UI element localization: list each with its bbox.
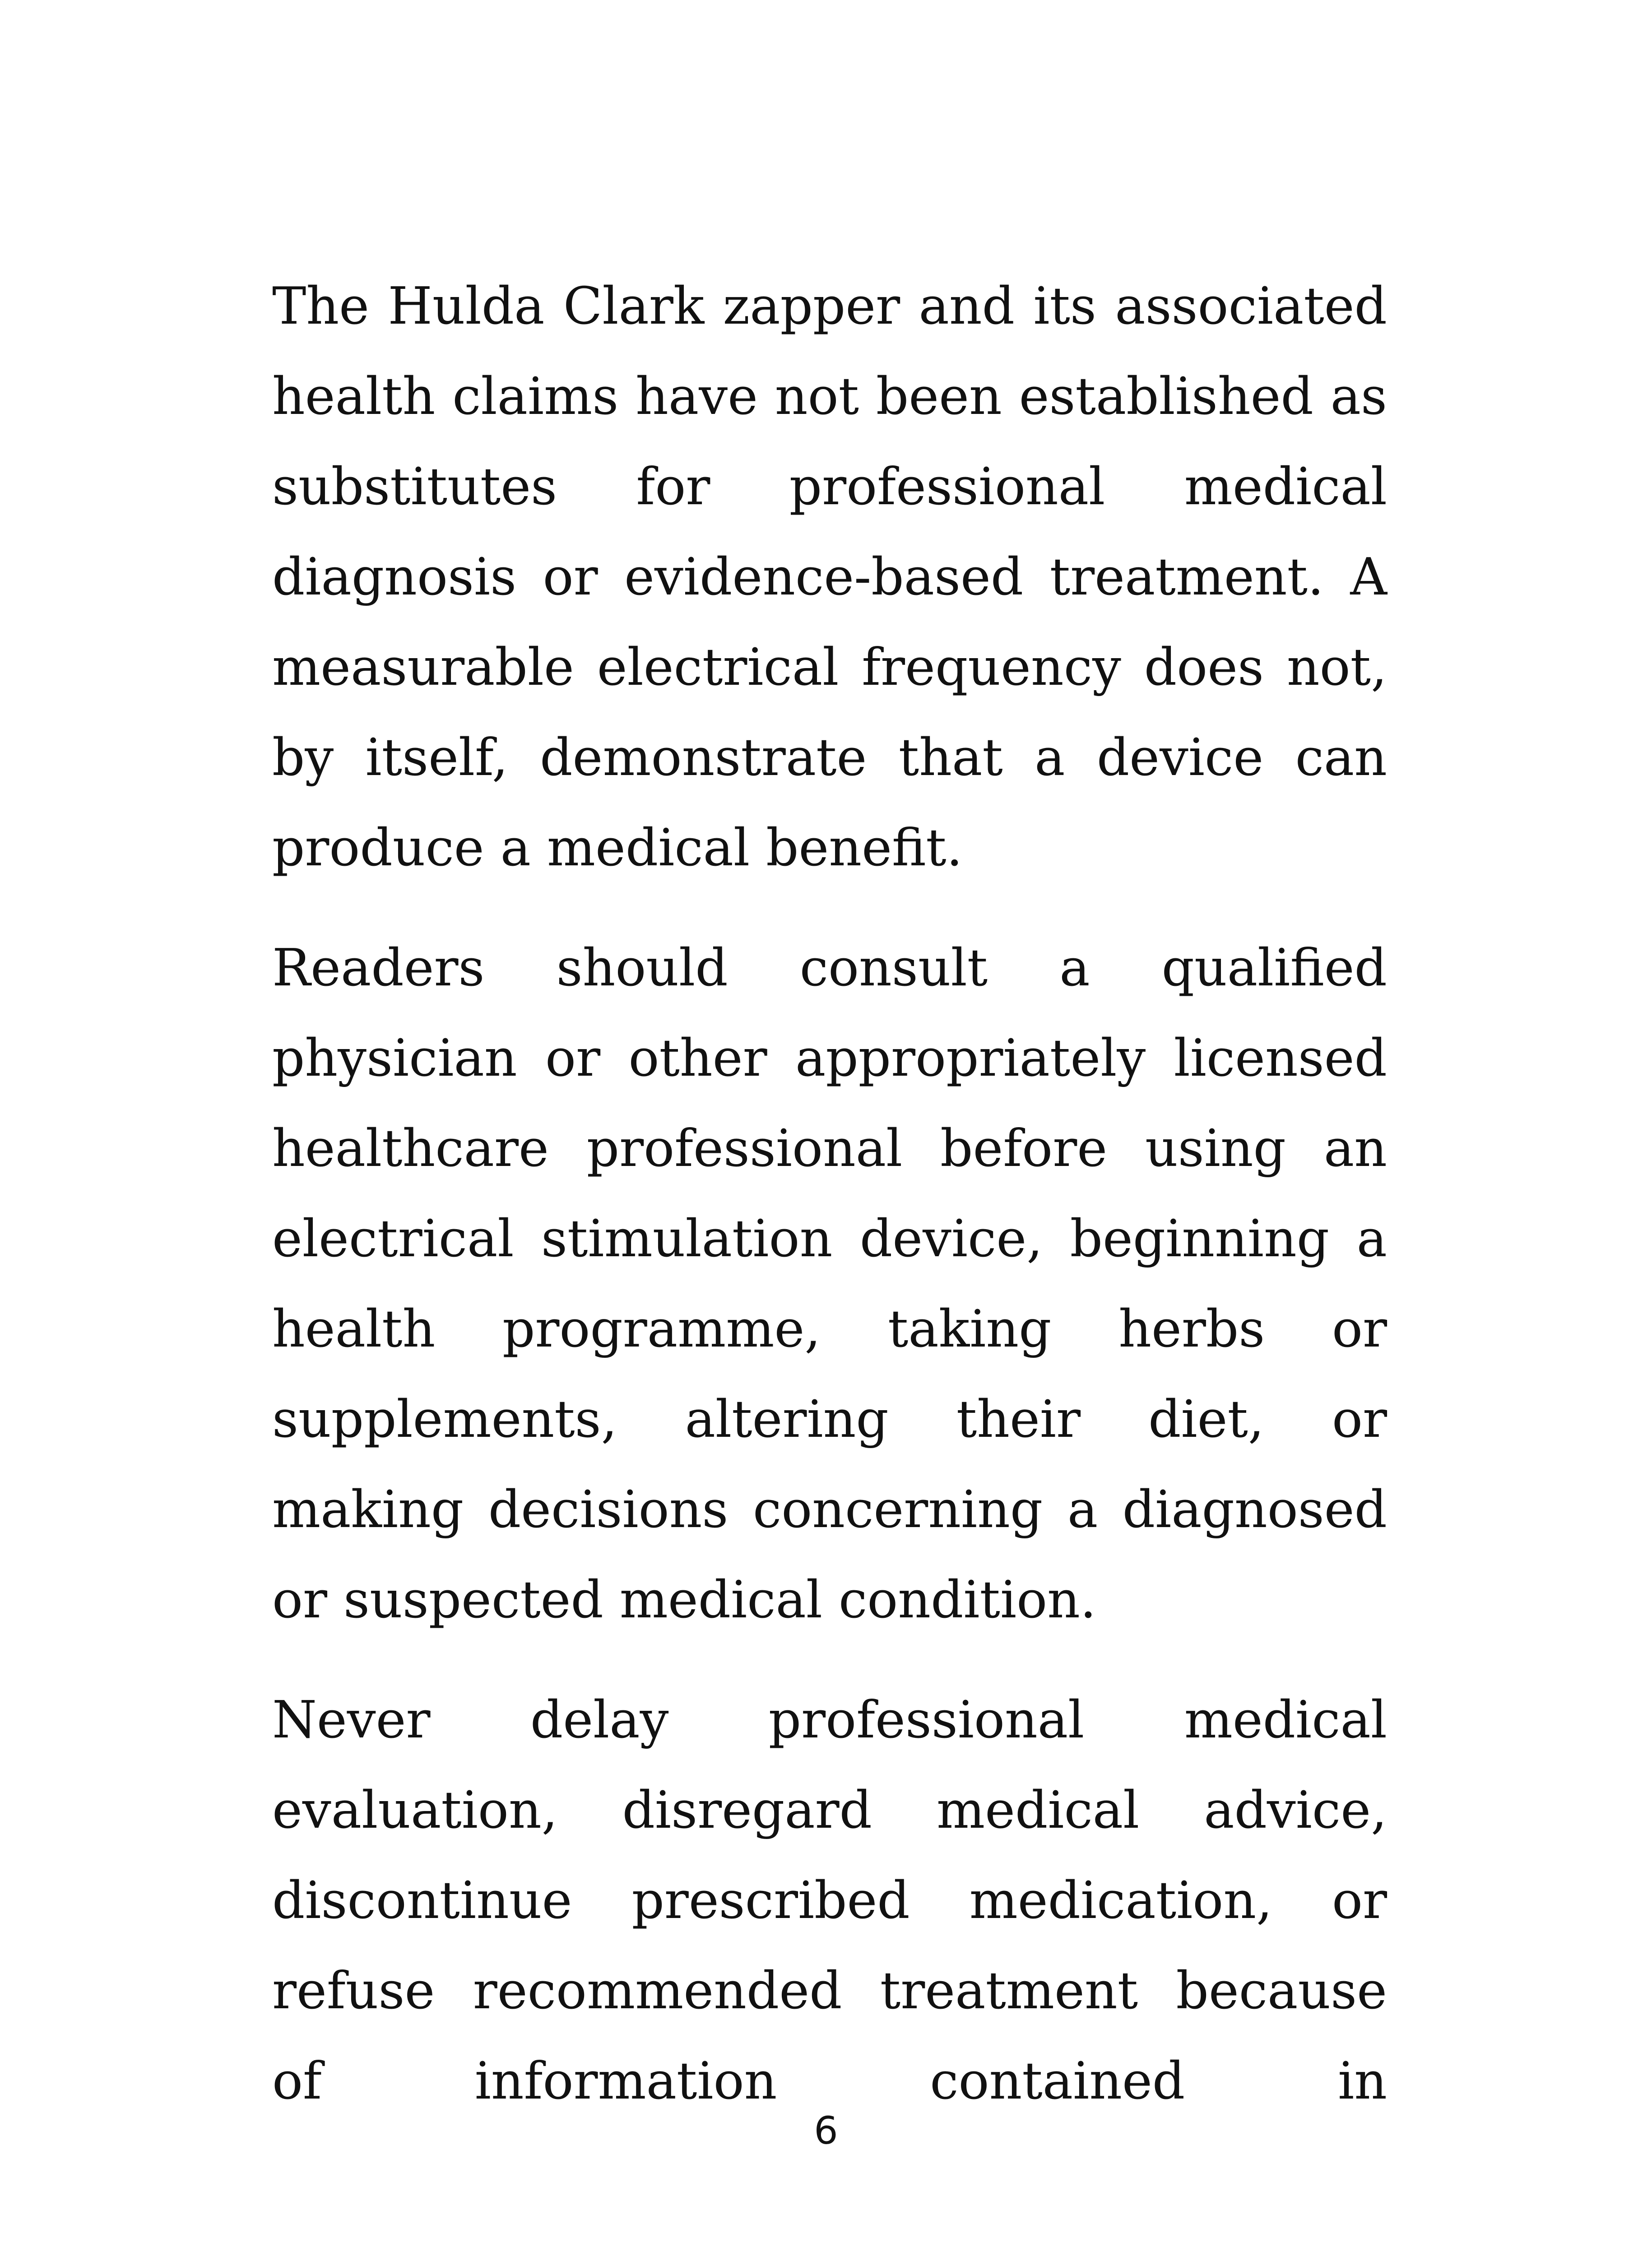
body-text bbox=[272, 261, 1387, 2126]
paragraph: Readers should consult a qualified physician or other appropriately licensed healthcare professional before using an electrical stimulation device, beginning a health programme, taking herbs or supplements, altering their diet, or making decisions concerning a diagnosed or suspected medical condition. bbox=[272, 938, 1387, 1630]
paragraph: Never delay professional medical evaluation, disregard medical advice, discontinue prescribed medication, or refuse recommended treatment because of information contained in bbox=[272, 1690, 1387, 2111]
page-number: 6 bbox=[814, 2108, 838, 2153]
paragraph: The Hulda Clark zapper and its associated health claims have not been established as substitutes for professional medical diagnosis or evidence-based treatment. A measurable electrical frequency does not, by itself, demonstrate that a device can produce a medical benefit. bbox=[272, 276, 1387, 878]
